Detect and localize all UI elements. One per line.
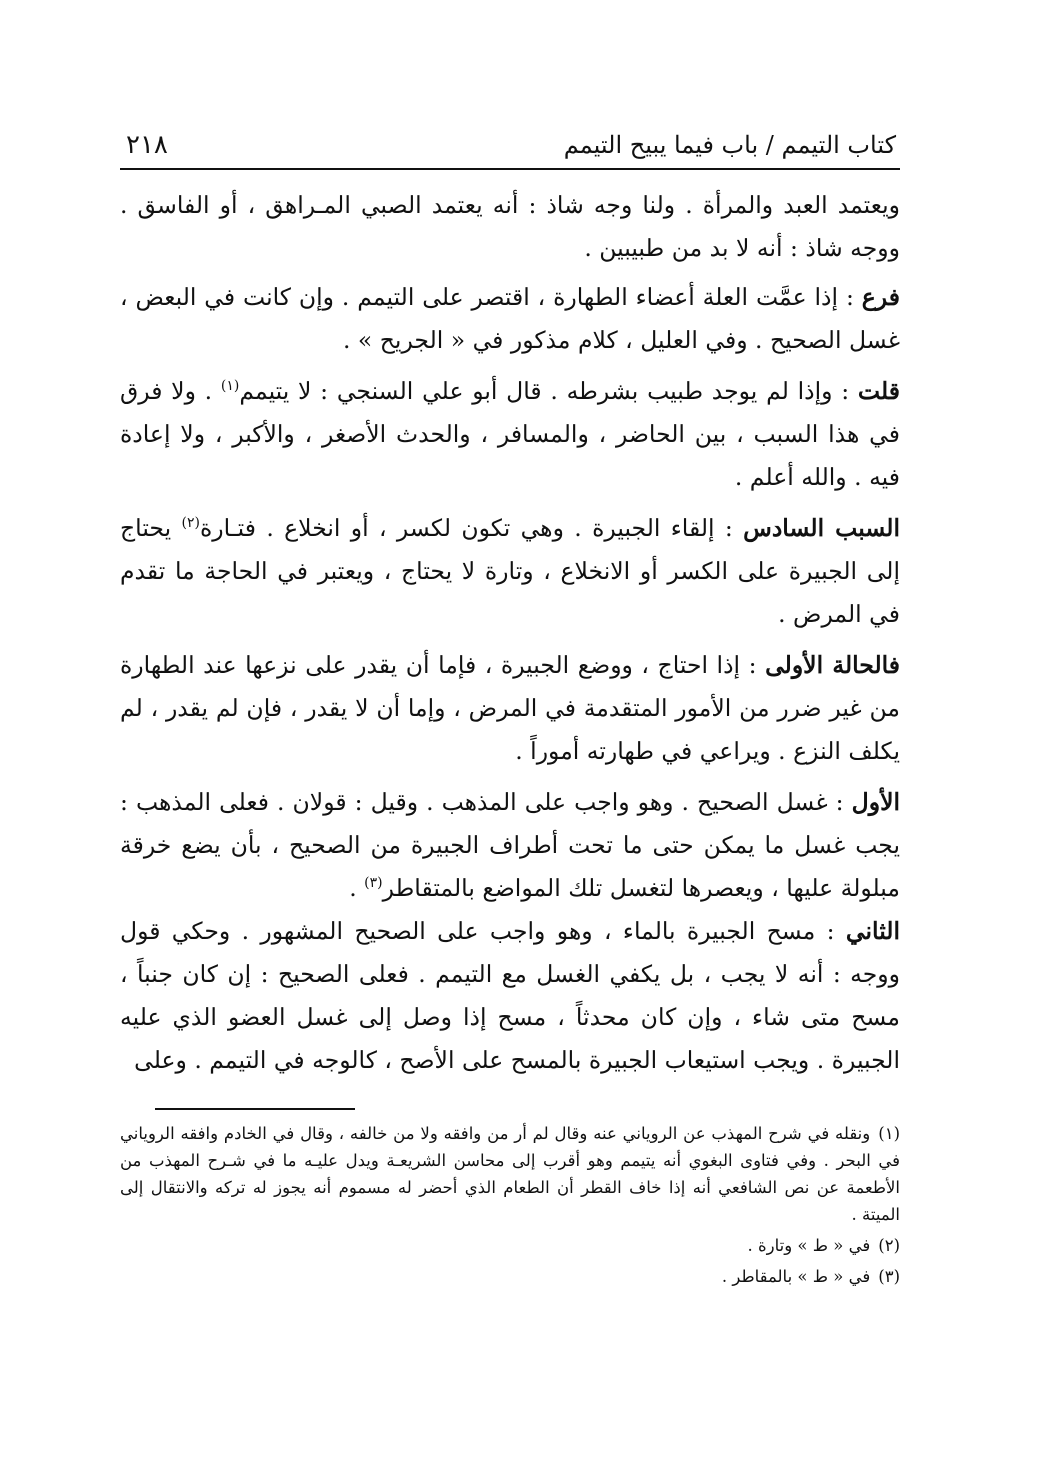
paragraph-qultu: [120, 370, 900, 499]
paragraph-first-point-text-a: : غسل الصحيح . وهو واجب على المذهب . وقيل : قولان . فعلى المذهب : يجب غسل ما يمكن حتى ما تحت أطراف الجبيرة من الصحيح ، بأن يضع خرقة مبلولة عليها ، ويعصرها لتغسل تلك المواضع بالمتقاطر: [120, 788, 900, 902]
paragraph-first-state-text: : إذا احتاج ، ووضع الجبيرة ، فإما أن يقدر على نزعها عند الطهارة من غير ضرر من الأمور المتقدمة في المرض ، وإما أن لا يقدر ، فإن لم يقدر ، لم يكلف النزع . ويراعي في طهارته أموراً .: [120, 651, 900, 765]
paragraph-sixth-cause-text-b: يحتاج إلى الجبيرة على الكسر أو الانخلاع ، وتارة لا يحتاج ، ويعتبر في الحاجة ما تقدم في المرض .: [120, 514, 900, 628]
paragraph-far: [120, 276, 900, 362]
paragraph-qultu-text-a: : وإذا لم يوجد طبيب بشرطه . قال أبو علي السنجي : لا يتيمم: [239, 377, 858, 405]
paragraph-first-point: [120, 781, 900, 910]
footnotes: [120, 1120, 900, 1290]
footnote-1-text: ونقله في شرح المهذب عن الروياني عنه وقال لم أر من وافقه ولا من خالفه ، وقال في الخادم وافقه الروياني في البحر . وفي فتاوى البغوي أنه يتيمم وهو أقرب إلى محاسن الشريعـة ويدل عليـه ما في شـرح المهذب من الأطعمة عن نص الشافعي أنه إذا خاف القطر أن الطعام الذي أحضر له مسموم أنه يجوز له تركه والانتقال إلى الميتة .: [120, 1124, 900, 1224]
running-header: [120, 128, 900, 170]
footnote-ref-2[interactable]: (٢): [181, 515, 200, 532]
paragraph-qultu-text-b: . ولا فرق في هذا السبب ، بين الحاضر ، والمسافر ، والحدث الأصغر ، والأكبر ، ولا إعادة فيه . والله أعلم .: [120, 377, 900, 491]
paragraph-far-text: : إذا عمَّت العلة أعضاء الطهارة ، اقتصر على التيمم . وإن كانت في البعض ، غسل الصحيح . وفي العليل ، كلام مذكور في « الجريح » .: [120, 283, 900, 354]
footnote-3-number: (٣): [878, 1267, 900, 1286]
footnote-3: [120, 1263, 900, 1290]
footnote-1-number: (١): [878, 1124, 900, 1143]
paragraph-sixth-cause-lead: السبب السادس: [743, 514, 900, 542]
footnote-divider: [155, 1108, 355, 1110]
paragraph-second-point-lead: الثاني: [845, 917, 900, 945]
paragraph-1: [120, 184, 900, 270]
footnote-2: [120, 1232, 900, 1259]
paragraph-first-state-lead: فالحالة الأولى: [765, 651, 900, 679]
paragraph-sixth-cause: [120, 507, 900, 636]
paragraph-qultu-lead: قلت: [857, 377, 900, 405]
paragraph-first-state: [120, 644, 900, 773]
footnote-3-text: في « ط » بالمقاطر .: [721, 1267, 871, 1286]
footnote-1: [120, 1120, 900, 1228]
paragraph-first-point-text-b: .: [349, 874, 365, 902]
paragraph-second-point-text: : مسح الجبيرة بالماء ، وهو واجب على الصحيح المشهور . وحكي قول ووجه : أنه لا يجب ، بل يكفي الغسل مع التيمم . فعلى الصحيح : إن كان جنباً ، مسح متى شاء ، وإن كان محدثاً ، مسح إذا وصل إلى غسل العضو الذي عليه الجبيرة . ويجب استيعاب الجبيرة بالمسح على الأصح ، كالوجه في التيمم . وعلى: [120, 917, 900, 1074]
paragraph-far-lead: فرع: [861, 283, 900, 311]
book-page: [120, 128, 900, 1294]
paragraph-second-point: [120, 910, 900, 1082]
footnote-ref-1[interactable]: (١): [220, 378, 240, 395]
paragraph-1-text: ويعتمد العبد والمرأة . ولنا وجه شاذ : أنه يعتمد الصبي المـراهق ، أو الفاسق . ووجه شاذ : أنه لا بد من طبيبين .: [120, 191, 900, 262]
page-number: ٢١٨: [126, 130, 168, 160]
footnote-ref-3[interactable]: (٣): [364, 875, 383, 892]
footnote-2-text: في « ط » وتارة .: [747, 1236, 871, 1255]
paragraph-sixth-cause-text-a: : إلقاء الجبيرة . وهي تكون لكسر ، أو انخلاع . فتـارة: [199, 514, 744, 542]
paragraph-first-point-lead: الأول: [851, 788, 900, 816]
running-title: كتاب التيمم / باب فيما يبيح التيمم: [563, 131, 896, 159]
main-text: [120, 184, 900, 1082]
footnote-2-number: (٢): [878, 1236, 900, 1255]
